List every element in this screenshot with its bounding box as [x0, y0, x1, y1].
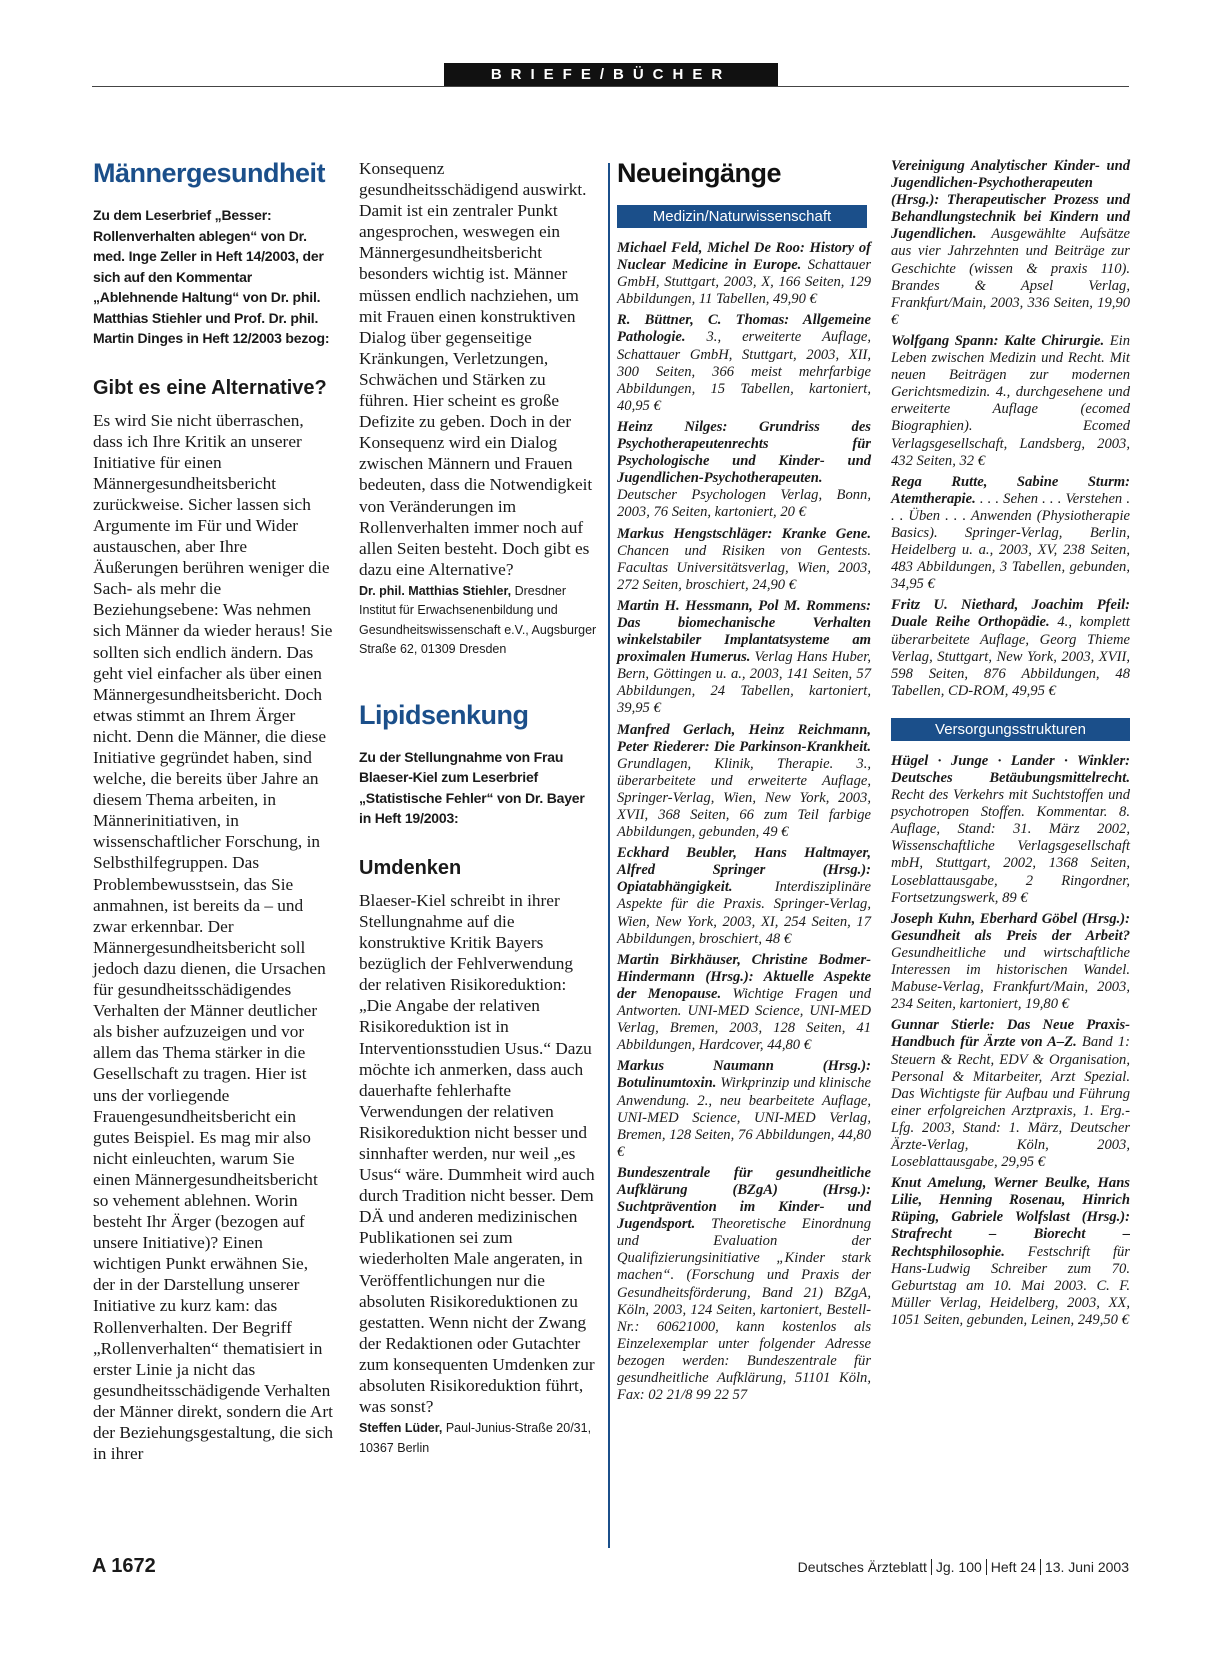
book-entry: Rega Rutte, Sabine Sturm: Atemtherapie. . . . Sehen . . . Verstehen . . . Üben . . . Anwenden (Physiotherapie Basics). Springer-Verlag, Berlin, Heidelberg u. a., 2003, XV, 238 Seiten, 483 Abbildungen, 3 Tabellen, gebunden, 34,95 € [891, 473, 1130, 593]
letter-body: Blaeser-Kiel schreibt in ihrer Stellungnahme auf die konstruktive Kritik Bayers bezüglich der Fehlverwendung der relativen Risikoreduktion: „Die Angabe der relativen Risikoreduktion ist in Interventionsstudien Usus.“ Dazu möchte ich anmerken, dass auch dauerhafte fehlerhafte Verwendungen der relativen Risikoreduktion nicht besser und sinnhafter werden, nur weil „es Usus“ wäre. Dummheit wird auch durch Tradition nicht besser. Dem DÄ und anderen medizinischen Publikationen sei zum wiederholten Male angeraten, in Veröffentlichungen nur die absoluten Risikoreduktionen zu gestatten. Wenn nicht der Zwang der Redaktionen oder Gutachter zum konsequenten Umdenken zur absoluten Risikoreduktion führt, was sonst? [359, 890, 595, 1417]
book-entry: Knut Amelung, Werner Beulke, Hans Lilie, Henning Rosenau, Hinrich Rüping, Gabriele Wolfslast (Hrsg.): Strafrecht – Biorecht – Rechtsphilosophie. Festschrift für Hans-Ludwig Schreiber zum 70. Geburtstag am 10. Mai 2003. C. F. Müller Verlag, Heidelberg, 2003, XX, 1051 Seiten, gebunden, Leinen, 249,50 € [891, 1175, 1130, 1328]
signature-name: Steffen Lüder, [359, 1421, 443, 1436]
signature-name: Dr. phil. Matthias Stiehler, [359, 583, 512, 598]
book-entry: Gunnar Stierle: Das Neue Praxis-Handbuch für Ärzte von A–Z. Band 1: Steuern & Recht, EDV & Organisation, Personal & Mitarbeiter, Arzt Spezial. Das Wichtigste für Aufbau und Führung einer erfolgreichen Arztpraxis, 1. Erg.-Lfg. 2003, Stand: 1. März, Deutscher Ärzte-Verlag, Köln, 2003, Loseblattausgabe, 29,95 € [891, 1017, 1130, 1171]
footer-citation [798, 1559, 1129, 1575]
article-title-lipidsenkung: Lipidsenkung [359, 699, 529, 730]
journal-volume: Jg. 100 [935, 1559, 982, 1575]
book-entry: Martin H. Hessmann, Pol M. Rommens: Das biomechanische Verhalten winkelstabiler Implantatsysteme am proximalen Humerus. Verlag Hans Huber, Bern, Göttingen u. a., 2003, 141 Seiten, 57 Abbildungen, 24 Tabellen, kartoniert, 39,95 € [617, 597, 871, 717]
book-entry: Martin Birkhäuser, Christine Bodmer-Hindermann (Hrsg.): Aktuelle Aspekte der Menopause. Wichtige Fragen und Antworten. UNI-MED Science, UNI-MED Verlag, Bremen, 2003, 128 Seiten, 41 Abbildungen, Hardcover, 44,80 € [617, 951, 871, 1054]
section-rubric: BRIEFE/BÜCHER [444, 63, 778, 86]
page-number: A 1672 [92, 1555, 156, 1577]
article-intro: Zu der Stellungnahme von Frau Blaeser-Kiel zum Leserbrief „Statistische Fehler“ von Dr. Bayer in Heft 19/2003: [359, 748, 585, 827]
book-entry: Heinz Nilges: Grundriss des Psychotherapeutenrechts für Psychologische und Kinder- und Jugendlichen-Psychotherapeuten. Deutscher Psychologen Verlag, Bonn, 2003, 76 Seiten, kartoniert, 20 € [617, 418, 871, 521]
letter-signature [359, 582, 599, 660]
book-entry: Eckhard Beubler, Hans Haltmayer, Alfred Springer (Hrsg.): Opiatabhängigkeit. Interdisziplinäre Aspekte für die Praxis. Springer-Verlag, Wien, New York, 2003, XI, 254 Seiten, 17 Abbildungen, broschiert, 48 € [617, 845, 871, 947]
journal-issue: Heft 24 [990, 1559, 1036, 1575]
neueingaenge-title: Neueingänge [617, 158, 782, 188]
header-rule [92, 86, 1129, 87]
journal-name: Deutsches Ärzteblatt [797, 1559, 927, 1575]
book-entry: Manfred Gerlach, Heinz Reichmann, Peter Riederer: Die Parkinson-Krankheit. Grundlagen, Klinik, Therapie. 3., überarbeitete und erweiterte Auflage, Springer-Verlag, Wien, New York, 2003, XVII, 368 Seiten, 66 zum Teil farbige Abbildungen, gebunden, 49 € [617, 721, 871, 841]
category-versorgungsstrukturen: Versorgungsstrukturen [891, 718, 1130, 741]
signature-address: Paul-Junius-Straße 20/31, 10367 Berlin [359, 1421, 592, 1455]
column-1 [93, 158, 333, 1464]
book-list-1b [891, 158, 1130, 700]
book-list-2 [891, 753, 1130, 1329]
article-intro: Zu dem Leserbrief „Besser: Rollenverhalten ablegen“ von Dr. med. Inge Zeller in Heft 14/2003, der sich auf den Kommentar „Ablehnende Haltung“ von Dr. phil. Matthias Stiehler und Prof. Dr. phil. Martin Dinges in Heft 12/2003 bezog: [93, 207, 330, 346]
book-entry: Bundeszentrale für gesundheitliche Aufklärung (BZgA) (Hrsg.): Suchtprävention im Kinder- und Jugendsport. Theoretische Einordnung und Evaluation der Qualifizierungsinitiative „Kinder stark machen“. (Forschung und Praxis der Gesundheitsförderung, Band 21) BZgA, Köln, 2003, 124 Seiten, kartoniert, Bestell-Nr.: 60621000, kann kostenlos als Einzelexemplar unter folgender Adresse bezogen werden: Bundeszentrale für gesundheitliche Aufklärung, 51101 Köln, Fax: 02 21/8 99 22 57 [617, 1164, 871, 1404]
column-2 [359, 158, 599, 1458]
signature-address: Dresdner Institut für Erwachsenenbildung und Gesundheitswissenschaft e.V., Augsburger Straße 62, 01309 Dresden [359, 583, 597, 657]
column-divider [608, 163, 610, 1548]
column-4 [891, 158, 1130, 1333]
book-entry: R. Büttner, C. Thomas: Allgemeine Pathologie. 3., erweiterte Auflage, Schattauer GmbH, Stuttgart, 2003, XII, 300 Seiten, 366 meist mehrfarbige Abbildungen, 15 Tabellen, kartoniert, 40,95 € [617, 312, 871, 414]
book-entry: Markus Naumann (Hrsg.): Botulinumtoxin. Wirkprinzip und klinische Anwendung. 2., neu bearbeitete Auflage, UNI-MED Science, UNI-MED Verlag, Bremen, 128 Seiten, 76 Abbildungen, 44,80 € [617, 1058, 871, 1160]
book-entry: Joseph Kuhn, Eberhard Göbel (Hrsg.): Gesundheit als Preis der Arbeit? Gesundheitliche und wirtschaftliche Interessen im historischen Wandel. Mabuse-Verlag, Frankfurt/Main, 2003, 234 Seiten, kartoniert, 19,80 € [891, 910, 1130, 1013]
article-title-maennergesundheit: Männergesundheit [93, 158, 326, 188]
letter-body: Es wird Sie nicht überraschen, dass ich Ihre Kritik an unserer Initiative für einen Männergesundheitsbericht zurückweise. Sicher lassen sich Argumente im Für und Wider austauschen, aber Ihre Äußerungen berühren weniger die Sach- als mehr die Beziehungsebene: Was nehmen sich Männer da wieder heraus! Sie sollten sich endlich ändern. Das geht viel einfacher als über einen Männergesundheitsbericht. Doch etwas stimmt an Ihrem Ärger nicht. Denn die Männer, die diese Initiative gegründet haben, sind welche, die bereits über Jahre an diesem Thema arbeiten, in Männerinitiativen, in wissenschaftlicher Forschung, in Selbsthilfegruppen. Das Problembewusstsein, das Sie anmahnen, ist bereits da – und zwar erkennbar. Der Männergesundheitsbericht soll jedoch dazu dienen, die Ursachen für gesundheitsschädigendes Verhalten der Männer deutlicher als bisher aufzuzeigen und vor allem das Thema stärker in die Gesellschaft zu tragen. Hier ist uns der vorliegende Frauengesundheitsbericht ein gutes Beispiel. Es mag mir also nicht einleuchten, warum Sie einen Männergesundheitsbericht so vehement ablehnen. Worin besteht Ihr Ärger (bezogen auf unsere Initiative)? Einen wichtigen Punkt erwähnen Sie, der in der Darstellung unserer Initiative zu kurz kam: das Rollenverhalten. Der Begriff „Rollenverhalten“ thematisiert in erster Linie ja nicht das gesundheitsschädigende Verhalten der Männer direkt, sondern die Art der Beziehungsgestaltung, die sich in ihrer [93, 410, 333, 1464]
category-medizin-naturwissenschaft: Medizin/Naturwissenschaft [617, 205, 867, 228]
letter-subtitle: Umdenken [359, 856, 462, 879]
book-entry: Hügel · Junge · Lander · Winkler: Deutsches Betäubungsmittelrecht. Recht des Verkehrs mit Suchtstoffen und psychotropen Stoffen. Kommentar. 8. Auflage, Stand: 31. März 2002, Wissenschaftliche Verlagsgesellschaft mbH, Stuttgart, 2002, 1368 Seiten, Loseblattausgabe, 2 Ringordner, Fortsetzungswerk, 89 € [891, 752, 1130, 906]
book-list-1a [617, 240, 871, 1404]
journal-date: 13. Juni 2003 [1044, 1559, 1129, 1575]
book-entry: Markus Hengstschläger: Kranke Gene. Chancen und Risiken von Gentests. Facultas Universitätsverlag, Wien, 2003, 272 Seiten, broschiert, 24,90 € [617, 525, 871, 593]
book-entry: Vereinigung Analytischer Kinder- und Jugendlichen-Psychotherapeuten (Hrsg.): Therapeutischer Prozess und Behandlungstechnik bei Kindern und Jugendlichen. Ausgewählte Aufsätze aus vier Jahrzehnten und Beiträge zur Geschichte (wissen & praxis 110). Brandes & Apsel Verlag, Frankfurt/Main, 2003, 336 Seiten, 19,90 € [891, 158, 1130, 328]
book-entry: Wolfgang Spann: Kalte Chirurgie. Ein Leben zwischen Medizin und Recht. Mit neuen Beiträgen zur modernen Gerichtsmedizin. 4., durchgesehene und erweiterte Auflage (ecomed Biographien). Ecomed Verlagsgesellschaft, Landsberg, 2003, 432 Seiten, 32 € [891, 332, 1130, 469]
book-entry: Fritz U. Niethard, Joachim Pfeil: Duale Reihe Orthopädie. 4., komplett überarbeitete Auflage, Georg Thieme Verlag, Stuttgart, New York, 2003, XVII, 598 Seiten, 876 Abbildungen, 48 Tabellen, CD-ROM, 49,95 € [891, 597, 1130, 699]
letter-subtitle: Gibt es eine Alternative? [93, 376, 327, 399]
book-entry: Michael Feld, Michel De Roo: History of Nuclear Medicine in Europe. Schattauer GmbH, Stuttgart, 2003, X, 166 Seiten, 129 Abbildungen, 11 Tabellen, 49,90 € [617, 240, 871, 308]
letter-body-continued: Konsequenz gesundheitsschädigend auswirkt. Damit ist ein zentraler Punkt angesprochen, weswegen ein Männergesundheitsbericht besonders wichtig ist. Männer müssen endlich nachziehen, um mit Frauen einen konstruktiven Dialog über gegenseitige Kränkungen, Verletzungen, Schwächen und Stärken zu führen. Hier scheint es große Defizite zu geben. Doch in der Konsequenz wird ein Dialog zwischen Männern und Frauen bedeuten, dass die Notwendigkeit von Veränderungen im Rollenverhalten immer noch auf allen Seiten besteht. Doch gibt es dazu eine Alternative? [359, 159, 593, 579]
column-3 [617, 158, 871, 1408]
letter-signature [359, 1419, 599, 1458]
